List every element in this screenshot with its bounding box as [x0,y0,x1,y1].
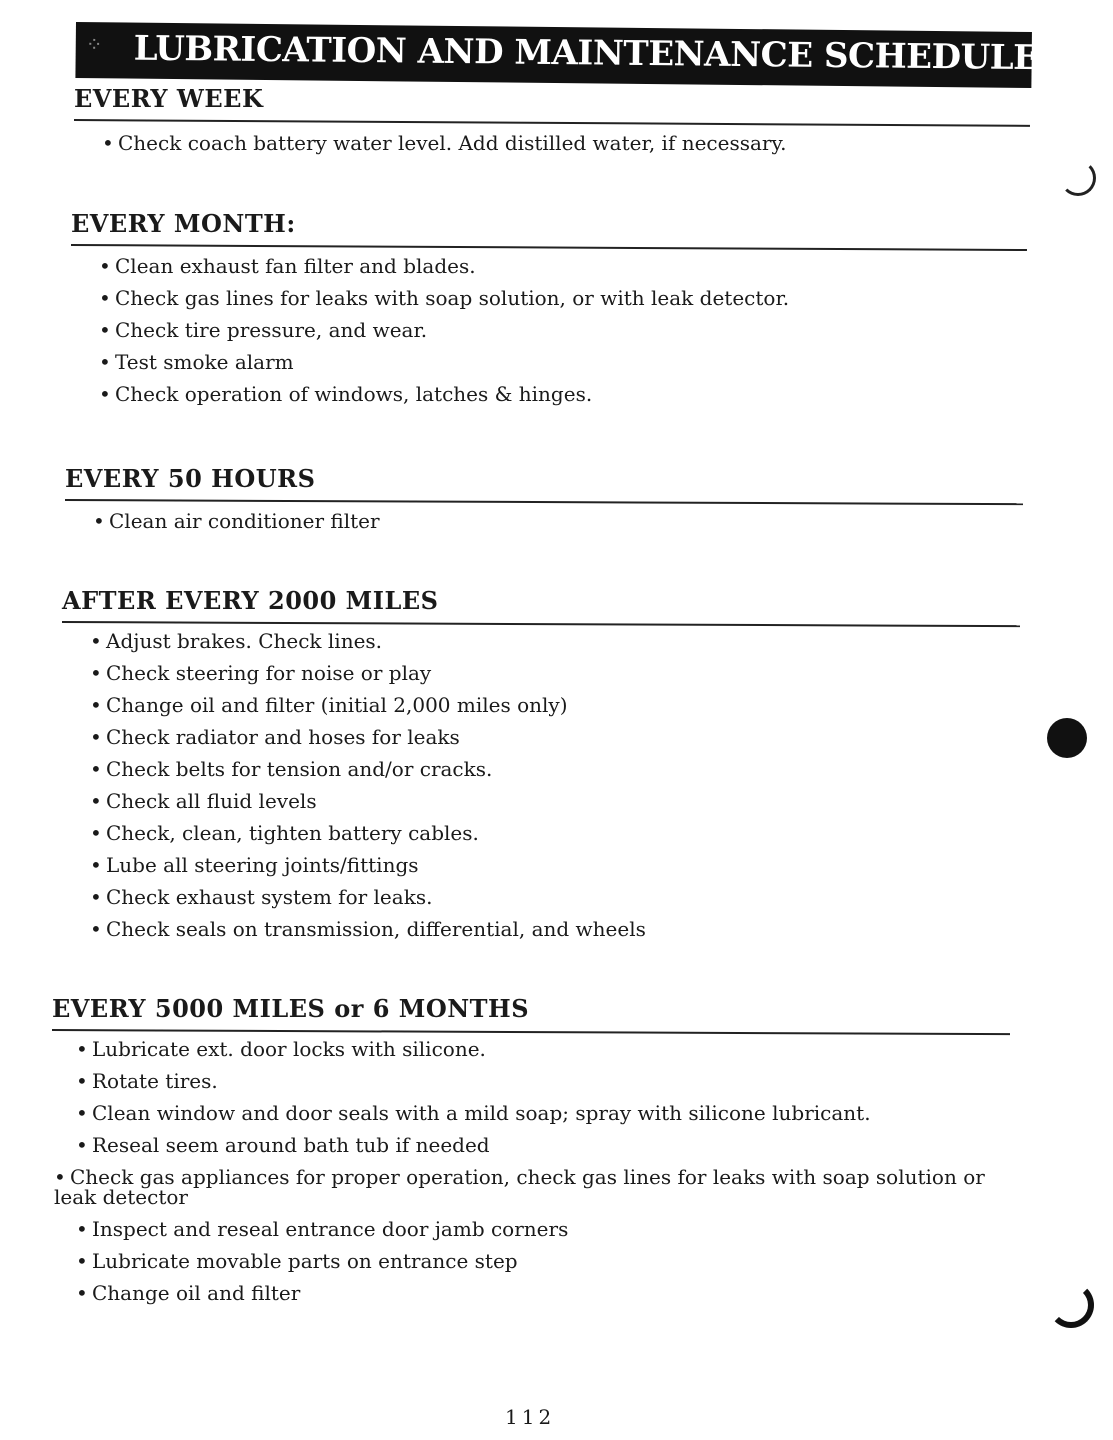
banner-speckle: ⁘ [85,32,103,57]
item-list [102,127,1030,159]
section-every-5000-miles [52,994,1010,1309]
list-item: • Check seals on transmission, differential, and wheels [90,917,646,941]
list-item: • Lubricate ext. door locks with silicone. [76,1037,486,1061]
section-heading: EVERY WEEK [74,84,264,113]
list-item: • Lubricate movable parts on entrance step [76,1249,518,1273]
list-item: • Check coach battery water level. Add distilled water, if necessary. [102,131,787,155]
list-item: • Check exhaust system for leaks. [90,885,433,909]
list-item: • Check gas lines for leaks with soap solution, or with leak detector. [99,286,790,310]
page-title: LUBRICATION AND MAINTENANCE SCHEDULE [133,28,1039,79]
section-heading: EVERY MONTH: [71,209,296,238]
list-item: • Clean exhaust fan filter and blades. [99,254,476,278]
section-every-month [71,209,1027,410]
binder-hole-mark-bottom [1048,1282,1094,1328]
item-list [93,505,1023,537]
binder-hole-mark-top [1060,160,1096,196]
list-item: • Inspect and reseal entrance door jamb corners [76,1217,569,1241]
page-number: 112 [505,1405,556,1429]
section-rule [74,119,1030,127]
list-item: • Check radiator and hoses for leaks [90,725,460,749]
list-item: • Check belts for tension and/or cracks. [90,757,493,781]
list-item: • Clean window and door seals with a mild soap; spray with silicone lubricant. [76,1101,871,1125]
section-every-50-hours [65,464,1023,537]
item-list [54,1033,986,1309]
binder-hole-mark-middle [1047,718,1087,758]
list-item: • Check all fluid levels [90,789,317,813]
section-every-2000-miles [62,586,1020,945]
list-item: • Test smoke alarm [99,350,294,374]
list-item: • Reseal seem around bath tub if needed [76,1133,490,1157]
section-heading: AFTER EVERY 2000 MILES [62,586,439,615]
list-item: • Change oil and filter [76,1281,301,1305]
section-heading: EVERY 5000 MILES or 6 MONTHS [52,994,530,1023]
list-item: • Check tire pressure, and wear. [99,318,428,342]
list-item: • Check operation of windows, latches & hinges. [99,382,593,406]
item-list [90,625,1020,945]
title-banner [75,22,1039,88]
list-item: • Change oil and filter (initial 2,000 miles only) [90,693,568,717]
list-item: • Check gas appliances for proper operation, check gas lines for leaks with soap solution or leak detector [54,1165,985,1209]
list-item: • Adjust brakes. Check lines. [90,629,383,653]
section-heading: EVERY 50 HOURS [65,464,316,493]
item-list [99,250,1027,410]
list-item: • Rotate tires. [76,1069,218,1093]
section-every-week [74,84,1030,159]
list-item: • Check steering for noise or play [90,661,432,685]
list-item: • Check, clean, tighten battery cables. [90,821,479,845]
list-item: • Clean air conditioner filter [93,509,380,533]
list-item: • Lube all steering joints/fittings [90,853,419,877]
